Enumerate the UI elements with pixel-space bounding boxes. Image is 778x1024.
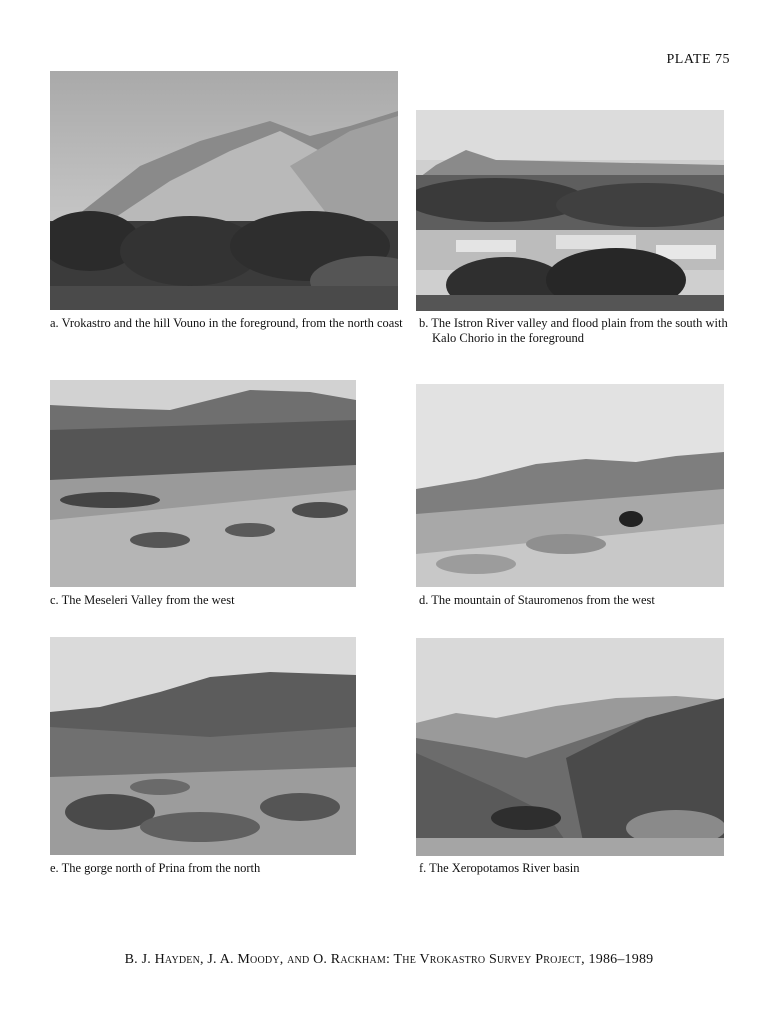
photo-e-prina-gorge	[50, 637, 356, 855]
caption-f: f. The Xeropotamos River basin	[419, 861, 580, 875]
photo-b-istron-valley	[416, 110, 724, 311]
footer-citation: B. J. Hayden, J. A. Moody, and O. Rackham: The Vrokastro Survey Project, 1986–1989	[124, 952, 654, 967]
caption-b: b. The Istron River valley and flood plain from the south with Kalo Chorio in the foreground	[419, 316, 728, 345]
plate-label: PLATE 75	[666, 52, 730, 67]
photo-d-stauromenos	[416, 384, 724, 587]
caption-e: e. The gorge north of Prina from the north	[50, 861, 261, 875]
photo-c-meseleri-valley	[50, 380, 356, 587]
photo-f-xeropotamos-basin	[416, 638, 724, 856]
caption-c: c. The Meseleri Valley from the west	[50, 593, 235, 607]
photo-a-vrokastro	[50, 71, 398, 310]
caption-d: d. The mountain of Stauromenos from the west	[419, 593, 655, 607]
caption-a: a. Vrokastro and the hill Vouno in the foreground, from the north coast	[50, 316, 403, 330]
